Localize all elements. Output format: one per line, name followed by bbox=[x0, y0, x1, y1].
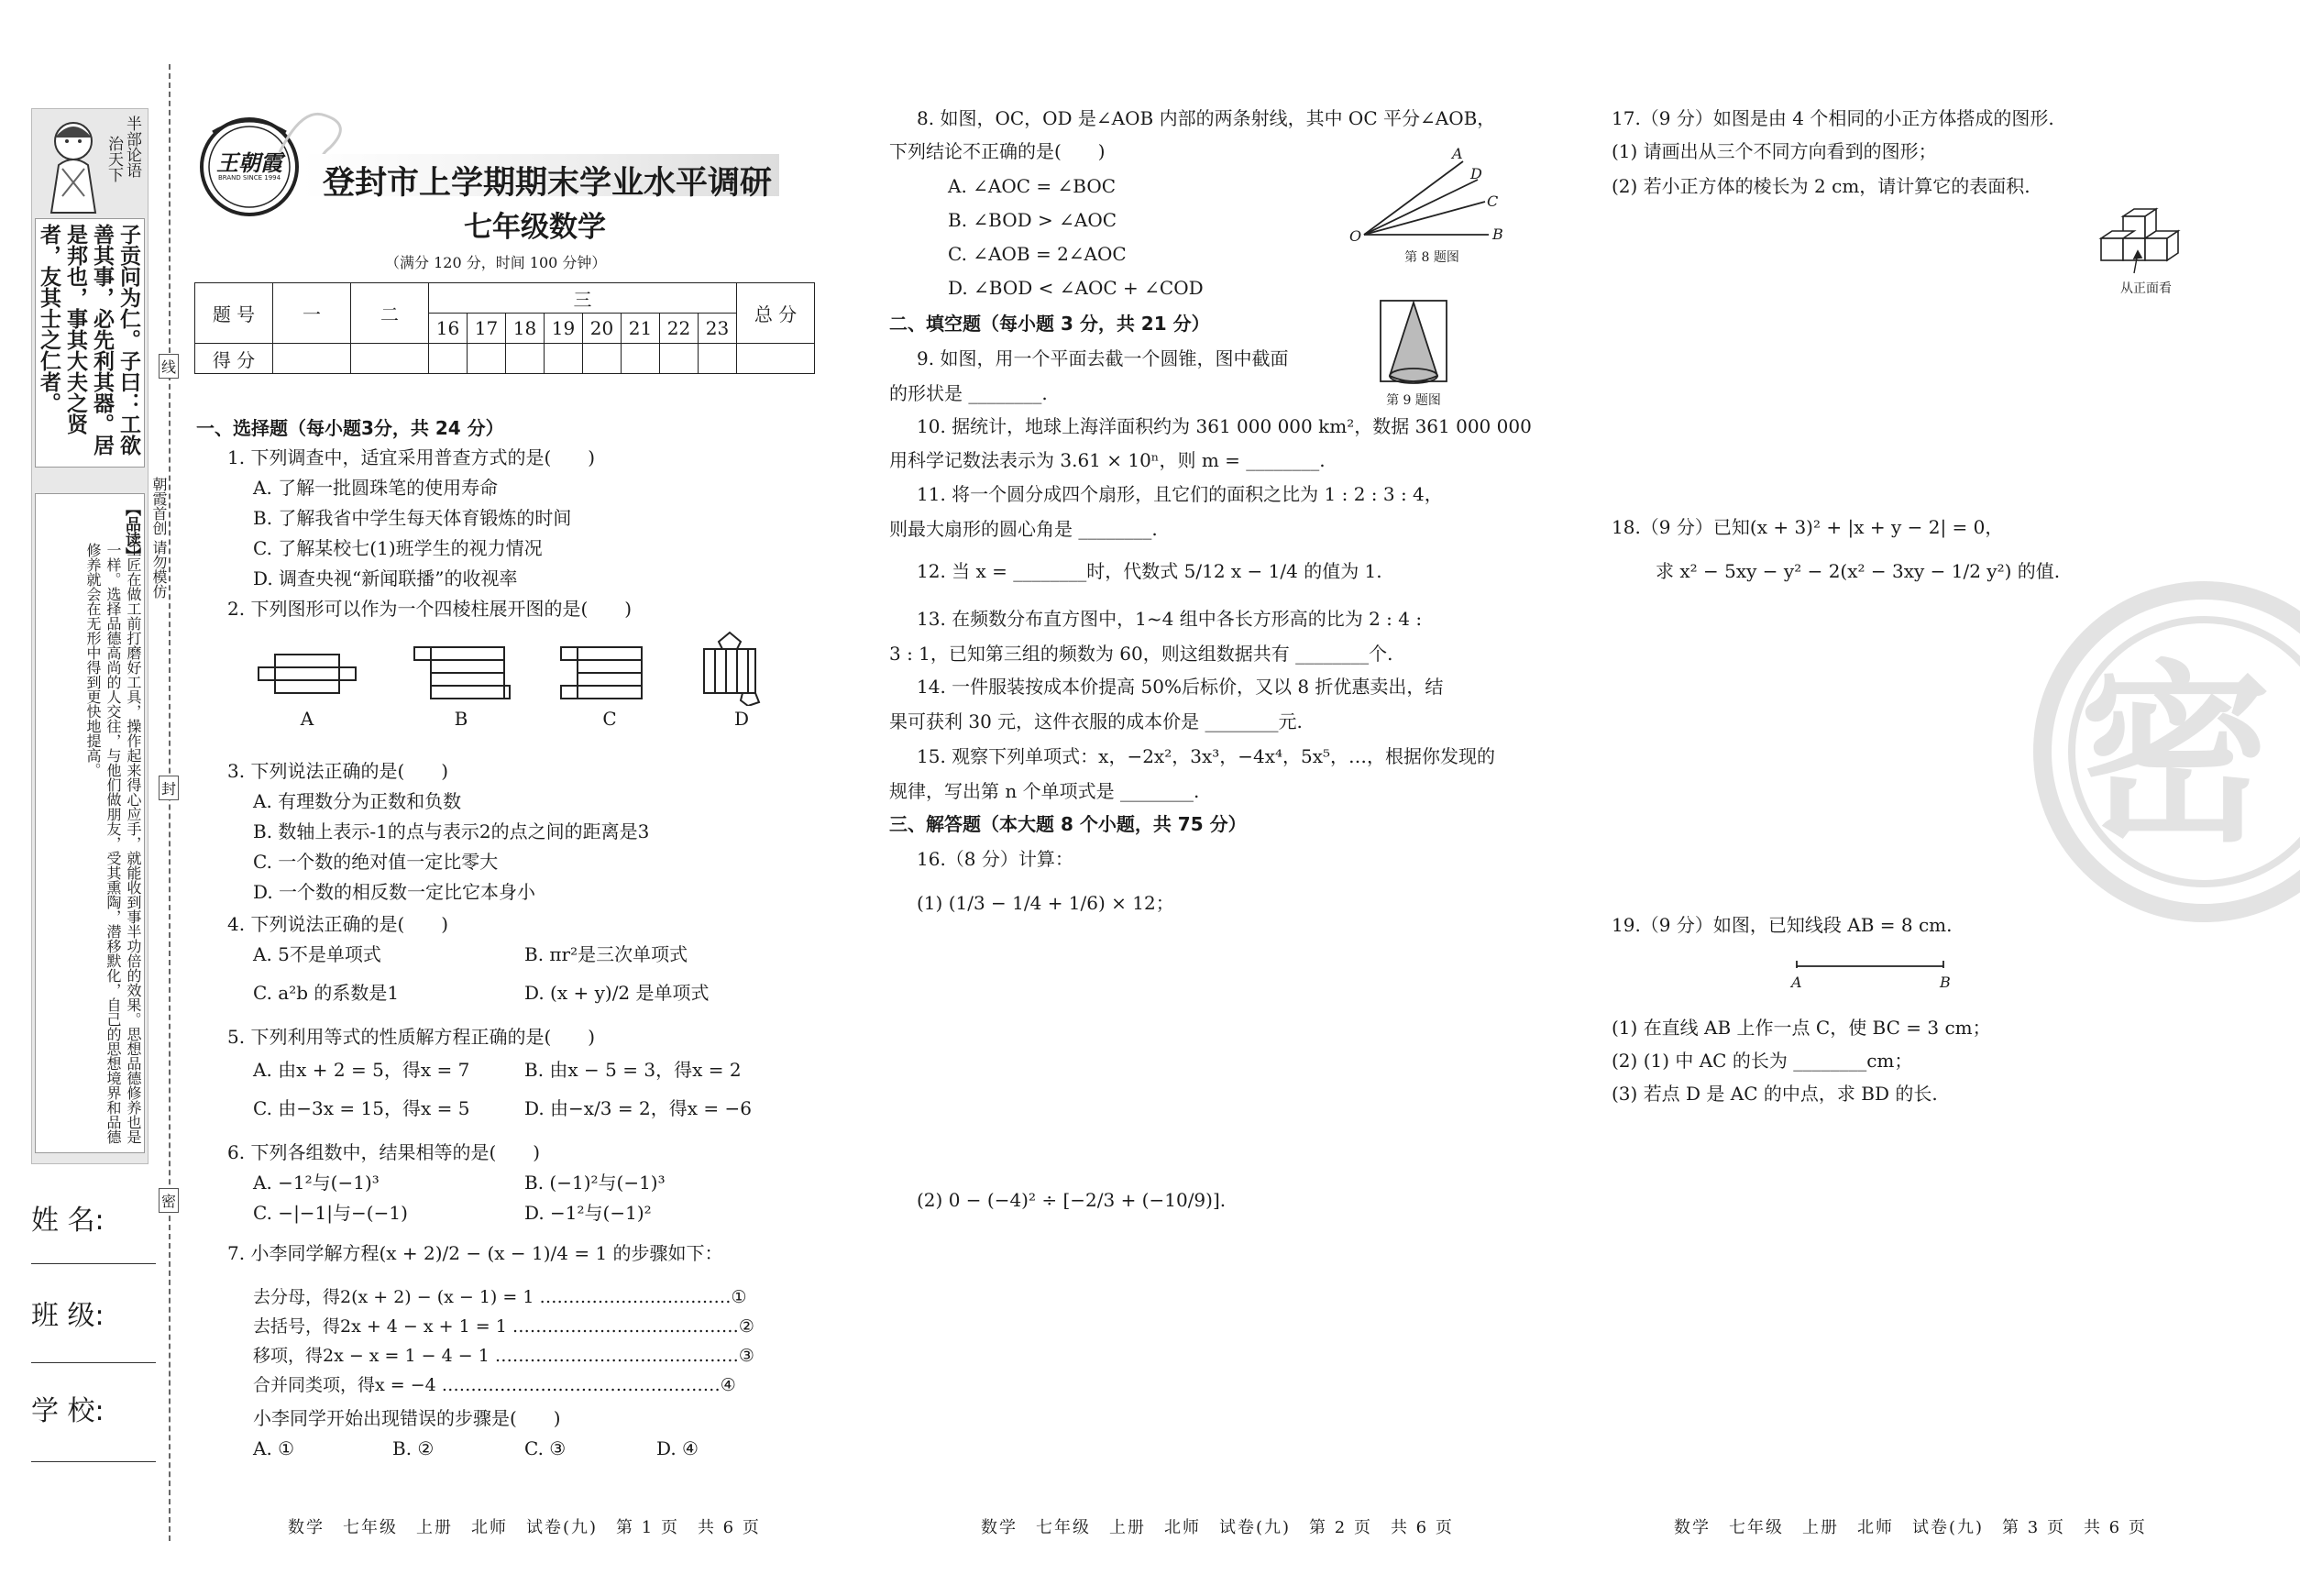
fig8-caption: 第 8 题图 bbox=[1404, 250, 1459, 265]
mark-seal: 封 bbox=[159, 776, 179, 800]
q2-figure-c bbox=[559, 642, 660, 730]
q1-option-c: C. 了解某校七(1)班学生的视力情况 bbox=[253, 537, 543, 559]
score-cell[interactable] bbox=[737, 344, 815, 374]
brand-name: 王朝霞 bbox=[216, 149, 282, 176]
fig8-label-o: O bbox=[1349, 227, 1362, 245]
exam-note: （满分 120 分，时间 100 分钟） bbox=[385, 254, 607, 271]
q3-option-c: C. 一个数的绝对值一定比零大 bbox=[253, 851, 499, 873]
q8-option-a: A. ∠AOC = ∠BOC bbox=[948, 175, 1117, 197]
name-field-label: 姓 名: bbox=[31, 1205, 105, 1237]
q12-stem: 12. 当 x = ________时，代数式 5/12 x − 1/4 的值为 1. bbox=[917, 560, 1382, 582]
q14-stem: 14. 一件服装按成本价提高 50%后标价，又以 8 折优惠卖出，结 bbox=[917, 676, 1444, 698]
q7-step-4: 合并同类项，得x = −4 …………………………………………④ bbox=[253, 1375, 736, 1395]
q5-option-a: A. 由x + 2 = 5，得x = 7 bbox=[253, 1059, 470, 1081]
q8-option-b: B. ∠BOD > ∠AOC bbox=[948, 209, 1117, 231]
q19-part-1: (1) 在直线 AB 上作一点 C，使 BC = 3 cm； bbox=[1612, 1017, 1991, 1039]
q7-option-a: A. ① bbox=[253, 1437, 295, 1459]
q4-option-d: D. (x + y)/2 是单项式 bbox=[524, 982, 710, 1004]
score-cell[interactable] bbox=[351, 344, 429, 374]
q7-step-2: 去括号，得2x + 4 − x + 1 = 1 …………………………………② bbox=[253, 1316, 754, 1337]
score-sub-17: 17 bbox=[468, 314, 506, 344]
footer-page-1: 数学 七年级 上册 北师 试卷(九) 第 1 页 共 6 页 bbox=[288, 1518, 761, 1537]
name-field-underline bbox=[31, 1263, 156, 1264]
q15-stem: 15. 观察下列单项式：x，−2x²，3x³，−4x⁴，5x⁵，…，根据你发现的 bbox=[917, 745, 1496, 767]
q6-option-c: C. −|−1|与−(−1) bbox=[253, 1202, 408, 1224]
fig19-label-b: B bbox=[1940, 974, 1951, 991]
q2-figure-d bbox=[691, 629, 792, 730]
mark-dense: 密 bbox=[159, 1188, 179, 1213]
section-2-heading: 二、填空题（每小题 3 分，共 21 分） bbox=[889, 313, 1210, 335]
score-sub-20: 20 bbox=[583, 314, 622, 344]
fig8-label-b: B bbox=[1492, 226, 1503, 243]
q9-stem: 9. 如图，用一个平面去截一个圆锥，图中截面 bbox=[917, 347, 1289, 369]
score-cell[interactable] bbox=[622, 344, 660, 374]
q17-part-1: (1) 请画出从三个不同方向看到的图形； bbox=[1612, 140, 1937, 162]
score-cell[interactable] bbox=[468, 344, 506, 374]
q11-stem: 11. 将一个圆分成四个扇形，且它们的面积之比为 1 : 2 : 3 : 4， bbox=[917, 483, 1443, 505]
fig17-cubes bbox=[2096, 207, 2196, 299]
confucius-illustration bbox=[35, 114, 112, 215]
q7-stem: 7. 小李同学解方程(x + 2)/2 − (x − 1)/4 = 1 的步骤如下： bbox=[227, 1242, 723, 1264]
q13-stem-2: 3 : 1，已知第三组的频数为 60，则这组数据共有 ________个. bbox=[889, 643, 1393, 665]
name-field[interactable] bbox=[31, 1197, 156, 1271]
q13-stem: 13. 在频数分布直方图中，1~4 组中各长方形高的比为 2 : 4 : bbox=[917, 608, 1423, 630]
q16-part-2: (2) 0 − (−4)² ÷ [−2/3 + (−10/9)]. bbox=[917, 1189, 1227, 1211]
school-field-label: 学 校: bbox=[31, 1395, 105, 1427]
q2-stem: 2. 下列图形可以作为一个四棱柱展开图的是( ) bbox=[227, 598, 633, 620]
q5-stem: 5. 下列利用等式的性质解方程正确的是( ) bbox=[227, 1026, 596, 1048]
fig17-caption: 从正面看 bbox=[2120, 281, 2172, 296]
q6-stem: 6. 下列各组数中，结果相等的是( ) bbox=[227, 1141, 541, 1163]
q17-part-2: (2) 若小正方体的棱长为 2 cm，请计算它的表面积. bbox=[1612, 175, 2030, 197]
mark-line: 线 bbox=[159, 354, 179, 379]
q2-figure-a bbox=[257, 642, 358, 730]
vertical-note: 朝霞首创 请勿模仿 bbox=[150, 477, 168, 600]
footer-page-3: 数学 七年级 上册 北师 试卷(九) 第 3 页 共 6 页 bbox=[1674, 1518, 2147, 1537]
fig19-segment bbox=[1788, 957, 1953, 994]
section-3-heading: 三、解答题（本大题 8 个小题，共 75 分） bbox=[889, 813, 1247, 835]
score-col-1: 一 bbox=[273, 283, 351, 344]
class-field-label: 班 级: bbox=[31, 1300, 105, 1332]
watermark-char: 密 bbox=[2079, 644, 2272, 868]
q2-label-b: B bbox=[454, 708, 468, 730]
q7-option-b: B. ② bbox=[392, 1437, 435, 1459]
side-panel bbox=[31, 108, 150, 1162]
q6-option-b: B. (−1)²与(−1)³ bbox=[524, 1172, 666, 1194]
q17-stem: 17.（9 分）如图是由 4 个相同的小正方体搭成的图形. bbox=[1612, 107, 2054, 129]
score-total: 总 分 bbox=[737, 283, 815, 344]
fig8-label-c: C bbox=[1487, 193, 1499, 210]
q4-stem: 4. 下列说法正确的是( ) bbox=[227, 913, 449, 935]
fig8-label-a: A bbox=[1452, 145, 1463, 162]
q8-stem: 8. 如图，OC，OD 是∠AOB 内部的两条射线，其中 OC 平分∠AOB， bbox=[917, 107, 1496, 129]
q4-option-a: A. 5不是单项式 bbox=[253, 943, 381, 965]
q19-stem: 19.（9 分）如图，已知线段 AB = 8 cm. bbox=[1612, 914, 1953, 936]
score-sub-18: 18 bbox=[506, 314, 545, 344]
fig8-label-d: D bbox=[1470, 165, 1482, 182]
confidential-watermark bbox=[2030, 578, 2300, 926]
q8-option-c: C. ∠AOB = 2∠AOC bbox=[948, 243, 1127, 265]
school-field[interactable] bbox=[31, 1388, 156, 1461]
fig9-caption: 第 9 题图 bbox=[1386, 393, 1441, 408]
q14-stem-2: 果可获利 30 元，这件衣服的成本价是 ________元. bbox=[889, 710, 1303, 732]
q3-option-d: D. 一个数的相反数一定比它本身小 bbox=[253, 881, 536, 903]
score-cell[interactable] bbox=[545, 344, 583, 374]
q16-part-1: (1) (1/3 − 1/4 + 1/6) × 12； bbox=[917, 892, 1174, 914]
q19-part-2: (2) (1) 中 AC 的长为 ________cm； bbox=[1612, 1050, 1913, 1072]
score-sub-23: 23 bbox=[699, 314, 737, 344]
class-field[interactable] bbox=[31, 1293, 156, 1366]
q7-option-c: C. ③ bbox=[524, 1437, 567, 1459]
fig8-angles bbox=[1349, 147, 1514, 266]
footer-page-2: 数学 七年级 上册 北师 试卷(九) 第 2 页 共 6 页 bbox=[981, 1518, 1454, 1537]
corner-text-1: 半部论语 bbox=[123, 116, 141, 178]
score-row-label: 得 分 bbox=[195, 344, 273, 374]
q18-expression: 求 x² − 5xy − y² − 2(x² − 3xy − 1/2 y²) 的值. bbox=[1656, 560, 2061, 582]
q9-stem-2: 的形状是 ________. bbox=[889, 382, 1048, 404]
score-cell[interactable] bbox=[660, 344, 699, 374]
score-cell[interactable] bbox=[583, 344, 622, 374]
q15-stem-2: 规律，写出第 n 个单项式是 ________. bbox=[889, 780, 1200, 802]
school-field-underline bbox=[31, 1461, 156, 1462]
class-field-underline bbox=[31, 1362, 156, 1363]
fig19-label-a: A bbox=[1791, 974, 1802, 991]
pindu-text: 工匠在做工前打磨好工具，操作起来得心应手，就能收到事半功倍的效果。思想品德修养也是一样。选择品德高尚的人交往，与他们做朋友，受其熏陶，潜移默化，自己的思想境界和品德修养就会在无形中得到更快地提高。 bbox=[84, 543, 142, 1144]
brand-sub: BRAND SINCE 1994 bbox=[217, 174, 281, 182]
q2-label-c: C bbox=[602, 708, 617, 730]
q10-stem: 10. 据统计，地球上海洋面积约为 361 000 000 km²，数据 361 000 000 bbox=[917, 415, 1532, 437]
q4-option-c: C. a²b 的系数是1 bbox=[253, 982, 400, 1004]
q18-stem: 18.（9 分）已知(x + 3)² + |x + y − 2| = 0， bbox=[1612, 516, 2004, 538]
score-header-label: 题 号 bbox=[195, 283, 273, 344]
score-table bbox=[194, 282, 815, 374]
pindu-title: 【品读】 bbox=[122, 501, 140, 563]
q3-option-a: A. 有理数分为正数和负数 bbox=[253, 790, 462, 812]
q1-stem: 1. 下列调查中，适宜采用普查方式的是( ) bbox=[227, 446, 596, 468]
q3-stem: 3. 下列说法正确的是( ) bbox=[227, 760, 449, 782]
confucius-quote: 子贡问为仁。子曰：工欲善其事，必先利其器。居是邦也，事其大夫之贤者，友其士之仁者。 bbox=[37, 224, 140, 456]
q2-label-d: D bbox=[733, 708, 750, 730]
score-cell[interactable] bbox=[506, 344, 545, 374]
score-col-3: 三 bbox=[429, 283, 737, 314]
q1-option-a: A. 了解一批圆珠笔的使用寿命 bbox=[253, 477, 499, 499]
section-1-heading: 一、选择题（每小题3分，共 24 分） bbox=[196, 417, 504, 439]
exam-title: 登封市上学期期末学业水平调研 bbox=[323, 165, 773, 202]
q5-option-b: B. 由x − 5 = 3，得x = 2 bbox=[524, 1059, 742, 1081]
q6-option-a: A. −1²与(−1)³ bbox=[253, 1172, 380, 1194]
score-cell[interactable] bbox=[273, 344, 351, 374]
q6-option-d: D. −1²与(−1)² bbox=[524, 1202, 652, 1224]
exam-subtitle: 七年级数学 bbox=[464, 211, 606, 244]
q5-option-d: D. 由−x/3 = 2，得x = −6 bbox=[524, 1097, 752, 1119]
score-sub-19: 19 bbox=[545, 314, 583, 344]
score-cell[interactable] bbox=[429, 344, 468, 374]
q1-option-b: B. 了解我省中学生每天体育锻炼的时间 bbox=[253, 507, 572, 529]
fig9-cone bbox=[1375, 295, 1452, 413]
score-sub-21: 21 bbox=[622, 314, 660, 344]
binding-line bbox=[169, 64, 171, 1541]
q10-stem-2: 用科学记数法表示为 3.61 × 10ⁿ，则 m = ________. bbox=[889, 449, 1326, 471]
q5-option-c: C. 由−3x = 15，得x = 5 bbox=[253, 1097, 470, 1119]
score-col-2: 二 bbox=[351, 283, 429, 344]
score-sub-16: 16 bbox=[429, 314, 468, 344]
q8-stem-2: 下列结论不正确的是( ) bbox=[889, 140, 1106, 162]
score-cell[interactable] bbox=[699, 344, 737, 374]
q7-question: 小李同学开始出现错误的步骤是( ) bbox=[253, 1407, 561, 1429]
q7-step-3: 移项，得2x − x = 1 − 4 − 1 ……………………………………③ bbox=[253, 1346, 754, 1366]
q3-option-b: B. 数轴上表示-1的点与表示2的点之间的距离是3 bbox=[253, 820, 650, 842]
q8-option-d: D. ∠BOD < ∠AOC + ∠COD bbox=[948, 277, 1204, 299]
q4-option-b: B. πr²是三次单项式 bbox=[524, 943, 688, 965]
q2-figure-b bbox=[411, 642, 512, 730]
q11-stem-2: 则最大扇形的圆心角是 ________. bbox=[889, 518, 1158, 540]
score-sub-22: 22 bbox=[660, 314, 699, 344]
q16-stem: 16.（8 分）计算： bbox=[917, 848, 1073, 870]
q19-part-3: (3) 若点 D 是 AC 的中点，求 BD 的长. bbox=[1612, 1083, 1938, 1105]
q1-option-d: D. 调查央视“新闻联播”的收视率 bbox=[253, 567, 518, 589]
q2-label-a: A bbox=[300, 708, 314, 730]
q7-step-1: 去分母，得2(x + 2) − (x − 1) = 1 ……………………………① bbox=[253, 1287, 747, 1307]
q7-option-d: D. ④ bbox=[656, 1437, 699, 1459]
corner-text-2: 治天下 bbox=[105, 136, 123, 182]
